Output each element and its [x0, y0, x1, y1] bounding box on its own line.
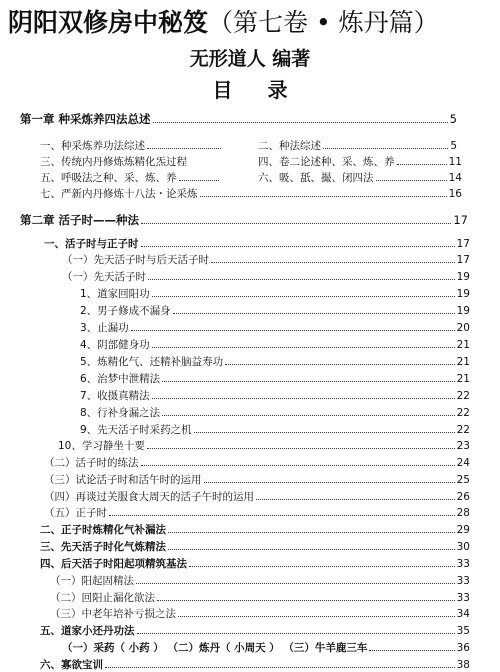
toc-item-label: 二、种法综述 [258, 140, 321, 152]
toc-item[interactable] [80, 287, 470, 301]
toc-item[interactable] [62, 641, 470, 655]
toc-item-label: （二）活子时的练法 [44, 457, 139, 469]
toc-item-label: 四、卷二论述种、采、炼、养 [258, 156, 395, 168]
toc-page: 28 [456, 507, 470, 519]
toc-item-label: 7、收摄真精法 [80, 390, 150, 402]
leader-dots [168, 532, 455, 533]
toc-page: 17 [456, 254, 470, 266]
toc-chapter-2[interactable] [20, 213, 468, 227]
toc-page: 33 [456, 575, 470, 587]
toc-page: 17 [456, 238, 470, 250]
toc-item-label: 一、种采炼养功法综述 [40, 140, 145, 152]
toc-page: 35 [456, 625, 470, 637]
toc-page: 25 [456, 474, 470, 486]
leader-dots [204, 482, 455, 483]
leader-dots [105, 667, 455, 668]
toc-item[interactable] [40, 155, 187, 169]
toc-page: 34 [456, 608, 470, 620]
toc-item[interactable] [80, 321, 470, 335]
leader-dots [152, 296, 455, 297]
toc-item[interactable] [62, 270, 470, 284]
leader-dots [152, 398, 455, 399]
toc-item-label: （五）正子时 [44, 507, 107, 519]
toc-item-label: （一）采药（ 小药 ） （二）炼丹（ 小周天 ） （三）牛羊鹿三车 [62, 642, 368, 654]
toc-item[interactable] [80, 406, 470, 420]
toc-item-label: 1、道家回阳功 [80, 288, 150, 300]
title-main: 阴阳双修房中秘笈 [8, 8, 209, 37]
toc-page: 26 [456, 491, 470, 503]
leader-dots [376, 180, 447, 181]
toc-page: 33 [456, 558, 470, 570]
toc-item-label: 三、先天活子时化气炼精法 [40, 541, 166, 553]
toc-chapter-label: 第二章 活子时——种法 [20, 213, 140, 227]
toc-item[interactable] [44, 237, 470, 251]
leader-dots [109, 515, 455, 516]
leader-dots [162, 415, 454, 416]
toc-page: 19 [456, 288, 470, 300]
toc-item[interactable] [40, 557, 470, 571]
toc-item[interactable] [50, 607, 470, 621]
toc-item[interactable] [44, 506, 470, 520]
header [0, 0, 500, 36]
toc-item-label: 三、传统内丹修炼炼精化炁过程 [40, 156, 187, 168]
toc-page: 19 [456, 305, 470, 317]
toc-item-label: 3、止漏功 [80, 322, 129, 334]
leader-dots [141, 223, 451, 224]
toc-item-label: （一）先天活子时 [62, 271, 146, 283]
leader-dots [173, 313, 455, 314]
toc-item-label: 七、严新内丹修炼十八法・论采炼 [40, 188, 198, 200]
toc-chapter-label: 第一章 种采炼养四法总述 [20, 112, 151, 126]
leader-dots [147, 448, 455, 449]
toc-page: 19 [456, 271, 470, 283]
toc-page: 22 [456, 390, 470, 402]
toc-item[interactable] [80, 355, 470, 369]
toc-item-label: （一）先天活子时与后天活子时 [62, 254, 209, 266]
toc-item-label: 2、男子修成不漏身 [80, 305, 171, 317]
toc-item-label: （三）试论活子时和活午时的运用 [44, 474, 202, 486]
toc-page: 22 [456, 407, 470, 419]
toc-item[interactable] [44, 473, 470, 487]
leader-dots [323, 148, 448, 149]
toc-page: 17 [453, 213, 468, 227]
toc-item[interactable] [58, 439, 470, 453]
leader-dots [189, 566, 455, 567]
leader-dots [157, 600, 455, 601]
toc-item-label: 9、先天活子时采药之机 [80, 424, 192, 436]
toc-heading: 目 录 [212, 78, 302, 102]
toc-item[interactable] [258, 139, 457, 153]
toc-page: 36 [456, 642, 470, 654]
toc-page: 20 [456, 322, 470, 334]
toc-item[interactable] [80, 304, 470, 318]
toc-item-label: （一）阳起固精法 [50, 575, 134, 587]
toc-page: 33 [456, 592, 470, 604]
leader-dots [200, 196, 447, 197]
toc-item[interactable] [50, 591, 470, 605]
leader-dots [369, 650, 454, 651]
leader-dots [137, 633, 455, 634]
leader-dots [162, 381, 454, 382]
toc-page: 16 [448, 188, 462, 200]
leader-dots [211, 262, 455, 263]
toc-item[interactable] [40, 187, 462, 201]
author: 无形道人 编著 [189, 48, 311, 70]
leader-dots [152, 347, 455, 348]
leader-dots [397, 164, 447, 165]
toc-page: 29 [456, 524, 470, 536]
leader-dots [153, 122, 448, 123]
leader-dots [179, 180, 219, 181]
toc-page: 21 [456, 373, 470, 385]
toc-item[interactable] [40, 624, 470, 638]
toc-item[interactable] [62, 253, 470, 267]
toc-page: 38 [456, 659, 470, 671]
leader-dots [168, 549, 455, 550]
toc-item[interactable] [258, 155, 462, 169]
toc-item[interactable] [40, 139, 223, 153]
toc-item-label: 四、后天活子时阳起项精筑基法 [40, 558, 187, 570]
toc-item-label: 五、呼吸法之种、采、炼、养 [40, 172, 177, 184]
toc-page: 22 [456, 424, 470, 436]
leader-dots [147, 148, 221, 149]
toc-item[interactable] [258, 171, 462, 185]
toc-item-label: 一、活子时与正子时 [44, 238, 139, 250]
toc-page: 5 [450, 140, 457, 152]
toc-item-label: 五、道家小还丹功法 [40, 625, 135, 637]
leader-dots [131, 330, 455, 331]
toc-item-label: 六、寡欲宝训 [40, 659, 103, 671]
toc-page: 24 [456, 457, 470, 469]
toc-chapter-1[interactable] [20, 112, 457, 126]
toc-item-label: （二）回阳止漏化欲法 [50, 592, 155, 604]
leader-dots [141, 465, 455, 466]
toc-item[interactable] [80, 389, 470, 403]
toc-item[interactable] [40, 171, 221, 185]
toc-item[interactable] [40, 523, 470, 537]
leader-dots [178, 616, 455, 617]
toc-item[interactable] [44, 490, 470, 504]
leader-dots [256, 499, 455, 500]
toc-item[interactable] [80, 423, 470, 437]
toc-item-label: 5、炼精化气、还精补脑益寿功 [80, 356, 224, 368]
toc-item[interactable] [80, 338, 470, 352]
toc-item-label: 4、阴部健身功 [80, 339, 150, 351]
toc-item-label: （四）再谈过关服食大周天的活子午时的运用 [44, 491, 254, 503]
toc-item-label: 六、吸、舐、撮、闭四法 [258, 172, 374, 184]
toc-item-label: 二、正子时炼精化气补漏法 [40, 524, 166, 536]
book-title [8, 3, 439, 39]
toc-item-label: （三）中老年培补亏损之法 [50, 608, 176, 620]
toc-item-label: 6、治梦中泄精法 [80, 373, 161, 385]
toc-page: 30 [456, 541, 470, 553]
toc-item[interactable] [80, 372, 470, 386]
leader-dots [136, 583, 455, 584]
toc-page: 21 [456, 339, 470, 351]
title-volume: （第七卷 • 炼丹篇） [208, 8, 439, 37]
toc-page: 14 [448, 172, 462, 184]
toc-item[interactable] [40, 658, 470, 672]
toc-page: 21 [456, 356, 470, 368]
toc-page: 5 [449, 112, 457, 126]
leader-dots [148, 279, 455, 280]
toc-item[interactable] [50, 574, 470, 588]
leader-dots [141, 246, 455, 247]
toc-page: 11 [448, 156, 462, 168]
toc-item[interactable] [44, 456, 470, 470]
toc-item-label: 8、行补身漏之法 [80, 407, 161, 419]
toc-page: 23 [456, 440, 470, 452]
toc-item[interactable] [40, 540, 470, 554]
toc-item-label: 10、学习静坐十要 [58, 440, 145, 452]
leader-dots [225, 364, 454, 365]
leader-dots [194, 432, 455, 433]
